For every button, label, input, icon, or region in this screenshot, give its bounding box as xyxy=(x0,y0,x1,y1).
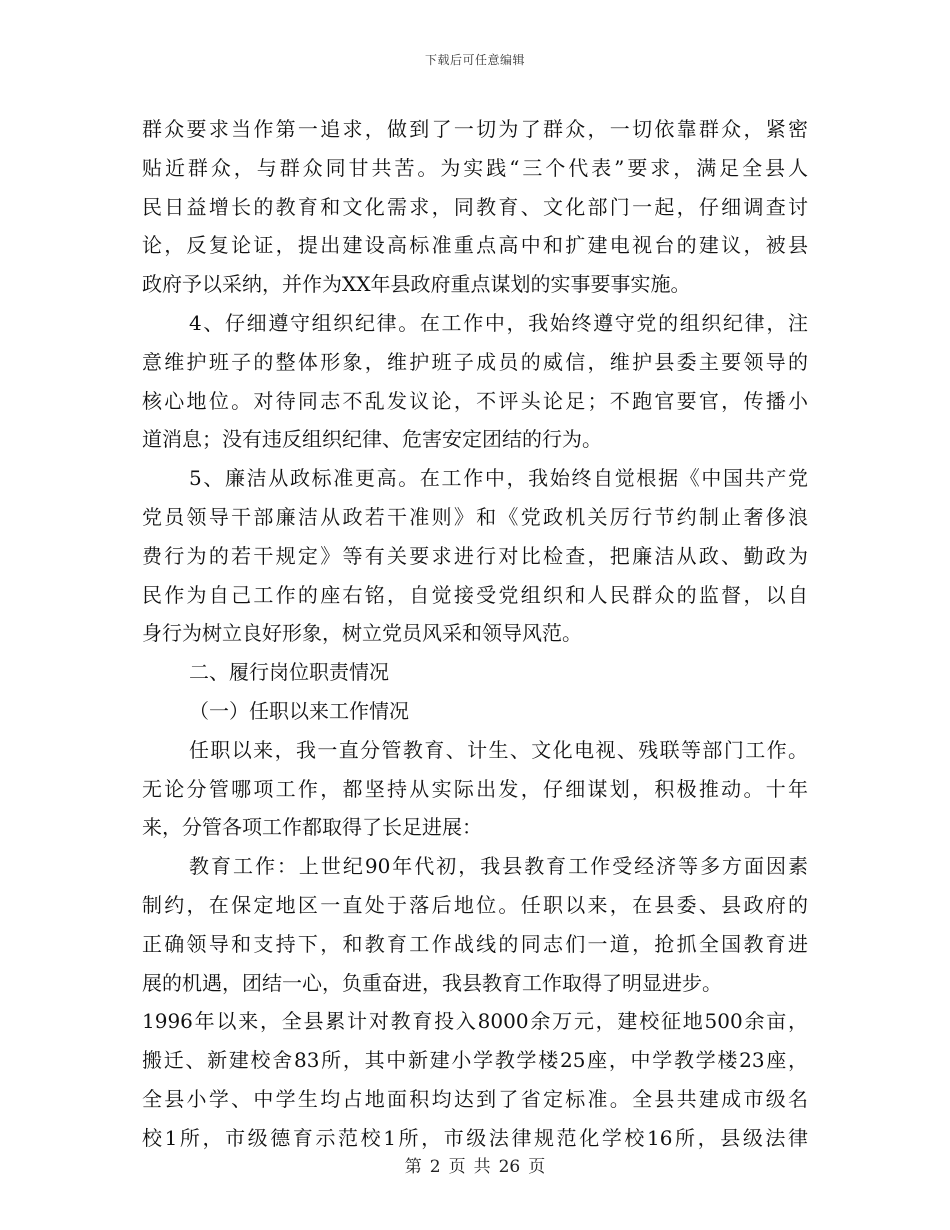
text-line: 1996年以来，全县累计对教育投入8000余万元，建校征地500余亩， xyxy=(142,1009,808,1034)
text-line: 全县小学、中学生均占地面积均达到了省定标准。全县共建成市级名 xyxy=(142,1086,808,1111)
text-line: 任职以来，我一直分管教育、计生、文化电视、残联等部门工作。 xyxy=(189,737,808,762)
text-line: 意维护班子的整体形象，维护班子成员的威信，维护县委主要领导的 xyxy=(142,349,808,374)
text-line: 二、履行岗位职责情况 xyxy=(189,660,389,685)
footer-total-pages: 26 xyxy=(498,1157,521,1177)
text-line: 制约，在保定地区一直处于落后地位。任职以来，在县委、县政府的 xyxy=(142,892,808,917)
footer-middle: 页 xyxy=(448,1157,466,1177)
text-line: 校1所，市级德育示范校1所，市级法律规范化学校16所，县级法律 xyxy=(142,1125,808,1150)
footer-total-word: 共 xyxy=(473,1157,491,1177)
text-line: 教育工作：上世纪90年代初，我县教育工作受经济等多方面因素 xyxy=(189,854,808,879)
text-line: 4、仔细遵守组织纪律。在工作中，我始终遵守党的组织纪律，注 xyxy=(189,310,808,335)
text-line: 道消息；没有违反组织纪律、危害安定团结的行为。 xyxy=(142,427,602,452)
text-line: 核心地位。对待同志不乱发议论，不评头论足；不跑官要官，传播小 xyxy=(142,388,808,413)
text-line: 群众要求当作第一追求，做到了一切为了群众，一切依靠群众，紧密 xyxy=(142,117,808,141)
text-line: 来，分管各项工作都取得了长足进展： xyxy=(142,815,482,840)
footer-prefix: 第 xyxy=(404,1157,422,1177)
document-body xyxy=(142,110,808,1158)
text-line: 无论分管哪项工作，都坚持从实际出发，仔细谋划，积极推动。十年 xyxy=(142,776,808,801)
text-line: 民作为自己工作的座右铭，自觉接受党组织和人民群众的监督，以自 xyxy=(142,582,808,607)
text-line: 费行为的若干规定》等有关要求进行对比检查，把廉洁从政、勤政为 xyxy=(142,543,808,568)
footer-suffix: 页 xyxy=(528,1157,546,1177)
footer-page-number: 2 xyxy=(429,1157,441,1177)
text-line: 政府予以采纳，并作为XX年县政府重点谋划的实事要事实施。 xyxy=(142,272,691,297)
text-line: 正确领导和支持下，和教育工作战线的同志们一道，抢抓全国教育进 xyxy=(142,931,808,956)
text-line: （一）任职以来工作情况 xyxy=(189,698,409,723)
page-footer xyxy=(0,1152,950,1177)
text-line: 搬迁、新建校舍83所，其中新建小学教学楼25座，中学教学楼23座， xyxy=(142,1048,808,1073)
page-header: 下载后可任意编辑 xyxy=(424,53,525,67)
text-line: 贴近群众，与群众同甘共苦。为实践“三个代表”要求，满足全县人 xyxy=(142,155,808,180)
text-line: 5、廉洁从政标准更高。在工作中，我始终自觉根据《中国共产党 xyxy=(189,466,808,491)
text-line: 展的机遇，团结一心，负重奋进，我县教育工作取得了明显进步。 xyxy=(142,970,722,995)
text-line: 身行为树立良好形象，树立党员风采和领导风范。 xyxy=(142,621,582,646)
text-line: 民日益增长的教育和文化需求，同教育、文化部门一起，仔细调查讨 xyxy=(142,194,808,219)
text-line: 论，反复论证，提出建设高标准重点高中和扩建电视台的建议，被县 xyxy=(142,233,808,258)
text-line: 党员领导干部廉洁从政若干准则》和《党政机关厉行节约制止奢侈浪 xyxy=(142,504,808,529)
